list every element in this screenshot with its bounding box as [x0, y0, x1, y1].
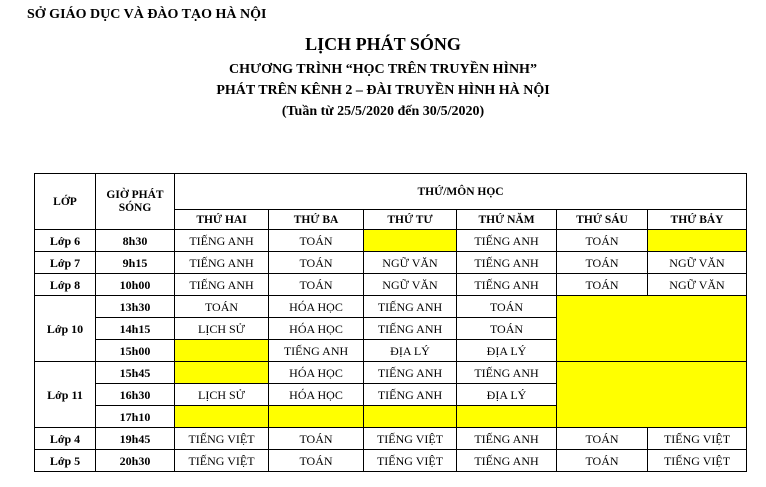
time-cell: 8h30 — [96, 230, 175, 252]
subject-cell: TOÁN — [269, 428, 364, 450]
class-cell: Lớp 4 — [35, 428, 96, 450]
column-header-gio — [96, 174, 175, 230]
subject-cell — [175, 406, 269, 428]
subject-cell: HÓA HỌC — [269, 318, 364, 340]
broadcast-schedule-table — [34, 173, 747, 472]
column-group-header: THỨ/MÔN HỌC — [175, 174, 747, 210]
time-cell: 15h45 — [96, 362, 175, 384]
subject-cell: NGỮ VĂN — [648, 274, 747, 296]
subject-cell: TOÁN — [269, 450, 364, 472]
subject-cell — [269, 406, 364, 428]
subject-cell: TIẾNG ANH — [364, 362, 457, 384]
organization-name: SỞ GIÁO DỤC VÀ ĐÀO TẠO HÀ NỘI — [27, 7, 267, 22]
column-header-gio-line1: GIỜ PHÁT — [106, 188, 164, 201]
class-cell: Lớp 5 — [35, 450, 96, 472]
subject-cell: ĐỊA LÝ — [457, 340, 557, 362]
subject-cell: TIẾNG VIỆT — [364, 450, 457, 472]
time-cell: 9h15 — [96, 252, 175, 274]
time-cell: 20h30 — [96, 450, 175, 472]
table-row — [35, 362, 747, 384]
subject-cell — [364, 406, 457, 428]
subject-cell: HÓA HỌC — [269, 362, 364, 384]
subject-cell: TIẾNG ANH — [457, 252, 557, 274]
document-title: LỊCH PHÁT SÓNG — [305, 34, 461, 54]
subject-cell: TIẾNG VIỆT — [175, 428, 269, 450]
subject-cell: NGỮ VĂN — [648, 252, 747, 274]
subject-cell — [557, 362, 747, 428]
class-cell: Lớp 6 — [35, 230, 96, 252]
week-range: (Tuần từ 25/5/2020 đến 30/5/2020) — [281, 104, 485, 119]
subject-cell: TIẾNG VIỆT — [648, 450, 747, 472]
subject-cell: TIẾNG ANH — [457, 450, 557, 472]
subject-cell: LỊCH SỬ — [175, 384, 269, 406]
subject-cell: TOÁN — [269, 274, 364, 296]
time-cell: 16h30 — [96, 384, 175, 406]
subject-cell: TIẾNG ANH — [364, 384, 457, 406]
schedule-body — [35, 230, 747, 472]
subject-cell: TOÁN — [557, 450, 648, 472]
class-cell: Lớp 8 — [35, 274, 96, 296]
class-cell: Lớp 7 — [35, 252, 96, 274]
day-header-sat: THỨ BẢY — [648, 210, 747, 230]
subject-cell: TOÁN — [269, 230, 364, 252]
time-cell: 15h00 — [96, 340, 175, 362]
subject-cell: TOÁN — [557, 428, 648, 450]
subject-cell: TIẾNG VIỆT — [175, 450, 269, 472]
program-name: CHƯƠNG TRÌNH “HỌC TRÊN TRUYỀN HÌNH” — [229, 62, 537, 77]
subject-cell: TIẾNG ANH — [457, 274, 557, 296]
table-row — [35, 252, 747, 274]
subject-cell: HÓA HỌC — [269, 384, 364, 406]
subject-cell — [175, 340, 269, 362]
day-header-wed: THỨ TƯ — [364, 210, 457, 230]
subject-cell: TOÁN — [557, 230, 648, 252]
channel-name: PHÁT TRÊN KÊNH 2 – ĐÀI TRUYỀN HÌNH HÀ NỘI — [216, 83, 550, 98]
day-header-thu: THỨ NĂM — [457, 210, 557, 230]
subject-cell: TIẾNG ANH — [364, 296, 457, 318]
subject-cell: TIẾNG ANH — [175, 230, 269, 252]
day-header-mon: THỨ HAI — [175, 210, 269, 230]
subject-cell: TIẾNG ANH — [175, 252, 269, 274]
subject-cell: TOÁN — [175, 296, 269, 318]
time-cell: 19h45 — [96, 428, 175, 450]
table-row — [35, 230, 747, 252]
day-header-fri: THỨ SÁU — [557, 210, 648, 230]
subject-cell: TIẾNG ANH — [457, 428, 557, 450]
time-cell: 14h15 — [96, 318, 175, 340]
table-row — [35, 428, 747, 450]
subject-cell: NGỮ VĂN — [364, 274, 457, 296]
subject-cell: HÓA HỌC — [269, 296, 364, 318]
table-row — [35, 274, 747, 296]
class-cell: Lớp 11 — [35, 362, 96, 428]
subject-cell — [648, 230, 747, 252]
subject-cell: TOÁN — [457, 318, 557, 340]
subject-cell: TIẾNG ANH — [364, 318, 457, 340]
subject-cell: TOÁN — [269, 252, 364, 274]
subject-cell — [175, 362, 269, 384]
subject-cell: ĐỊA LÝ — [364, 340, 457, 362]
subject-cell: LỊCH SỬ — [175, 318, 269, 340]
subject-cell: NGỮ VĂN — [364, 252, 457, 274]
subject-cell: TOÁN — [457, 296, 557, 318]
class-cell: Lớp 10 — [35, 296, 96, 362]
time-cell: 10h00 — [96, 274, 175, 296]
time-cell: 17h10 — [96, 406, 175, 428]
column-header-gio-line2: SÓNG — [118, 201, 152, 214]
subject-cell: TIẾNG VIỆT — [648, 428, 747, 450]
subject-cell — [557, 296, 747, 362]
time-cell: 13h30 — [96, 296, 175, 318]
subject-cell: TIẾNG VIỆT — [364, 428, 457, 450]
table-row — [35, 296, 747, 318]
day-header-tue: THỨ BA — [269, 210, 364, 230]
column-header-lop: LỚP — [35, 174, 96, 230]
subject-cell: ĐỊA LÝ — [457, 384, 557, 406]
subject-cell: TOÁN — [557, 252, 648, 274]
subject-cell: TIẾNG ANH — [175, 274, 269, 296]
subject-cell — [364, 230, 457, 252]
table-row — [35, 450, 747, 472]
subject-cell: TIẾNG ANH — [457, 230, 557, 252]
subject-cell: TIẾNG ANH — [269, 340, 364, 362]
subject-cell — [457, 406, 557, 428]
subject-cell: TOÁN — [557, 274, 648, 296]
subject-cell: TIẾNG ANH — [457, 362, 557, 384]
